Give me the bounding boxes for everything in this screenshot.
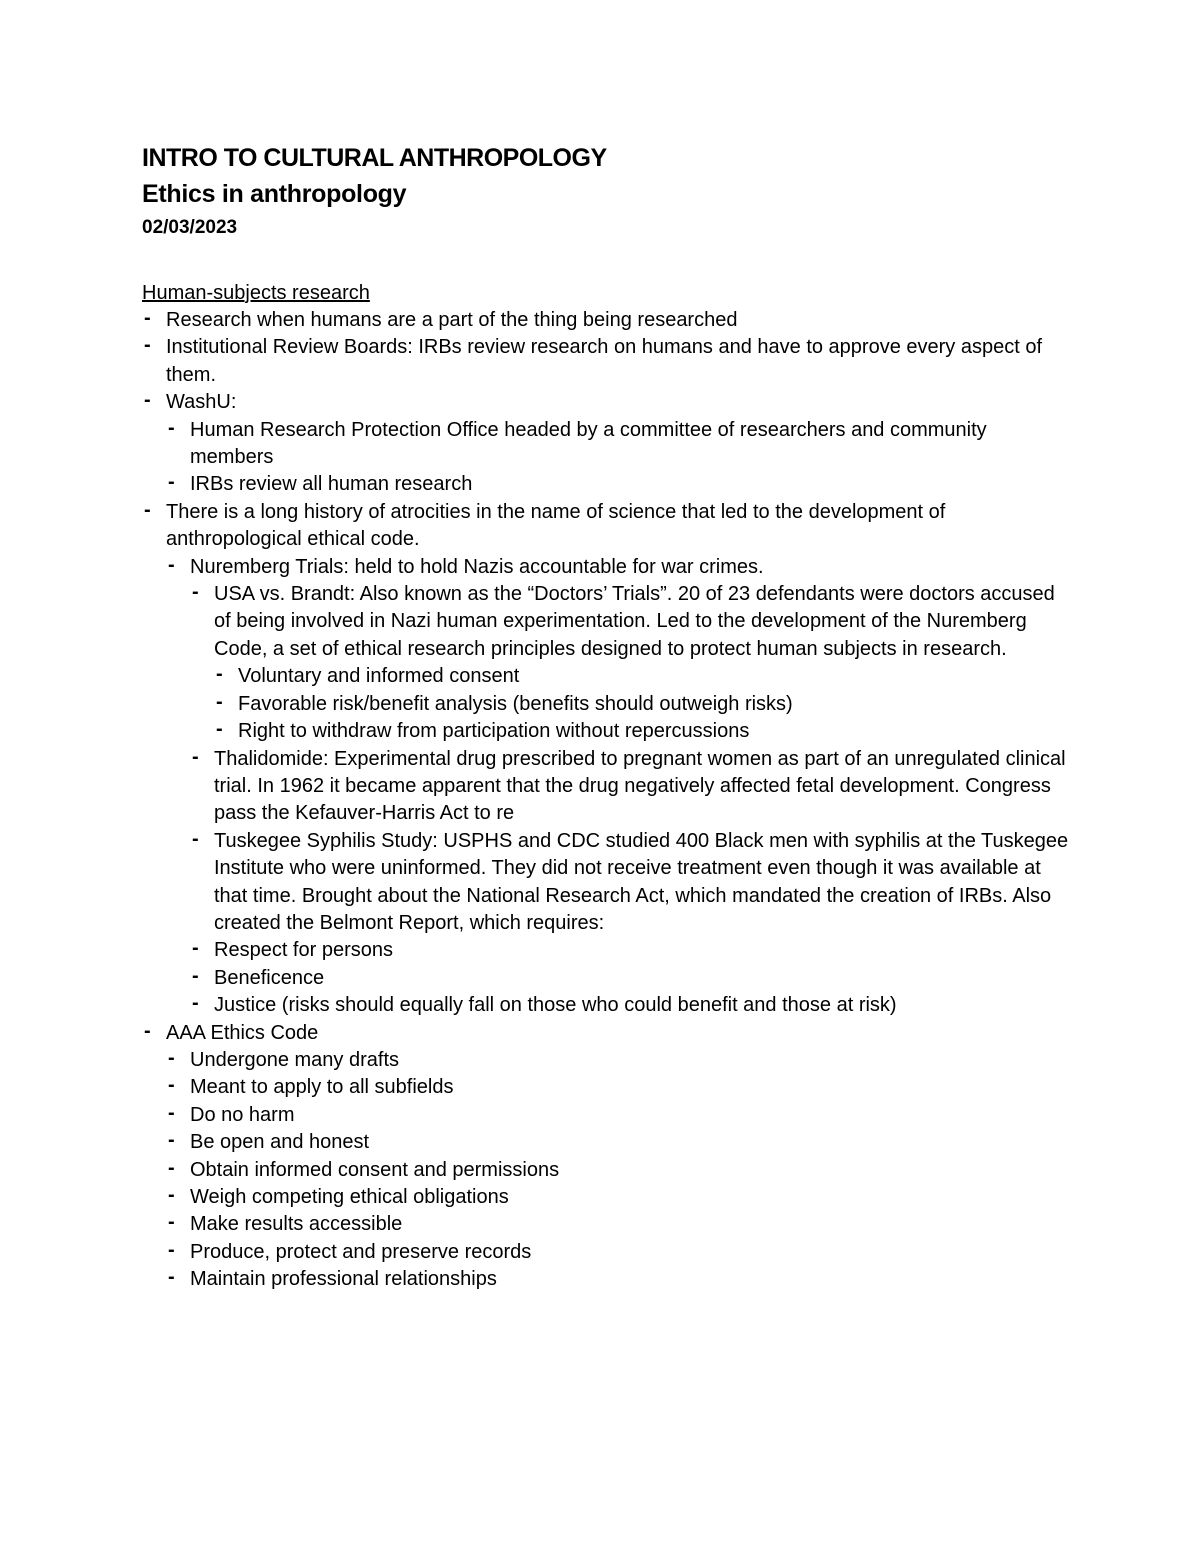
- list-item: - Weigh competing ethical obligations: [166, 1184, 1072, 1211]
- list-item: - Respect for persons: [190, 937, 1072, 964]
- list-item: - WashU:: [142, 389, 1072, 416]
- list-item: - Beneficence: [190, 965, 1072, 992]
- list-item: - Undergone many drafts: [166, 1047, 1072, 1074]
- list-item: - AAA Ethics Code: [142, 1020, 1072, 1047]
- list-item: - Human Research Protection Office headed by a committee of researchers and community members: [166, 417, 1072, 472]
- lecture-topic: Ethics in anthropology: [142, 180, 407, 208]
- list-item: - Tuskegee Syphilis Study: USPHS and CDC studied 400 Black men with syphilis at the Tuskegee Institute who were uninformed. They did not receive treatment even though it was available at that time. Brought about the National Research Act, which mandated the creation of IRBs. Also created the Belmont Report, which requires:: [190, 828, 1072, 938]
- document-page: [142, 140, 1072, 1294]
- list-item: - USA vs. Brandt: Also known as the “Doctors’ Trials”. 20 of 23 defendants were doctors accused of being involved in Nazi human experimentation. Led to the development of the Nuremberg Code, a set of ethical research principles designed to protect human subjects in research.: [190, 581, 1072, 663]
- list-item: - IRBs review all human research: [166, 471, 1072, 498]
- notes-outline: [142, 307, 1072, 1294]
- course-title: INTRO TO CULTURAL ANTHROPOLOGY: [142, 144, 607, 172]
- list-item: - There is a long history of atrocities in the name of science that led to the development of anthropological ethical code.: [142, 499, 1072, 554]
- list-item: - Make results accessible: [166, 1211, 1072, 1238]
- list-item: - Right to withdraw from participation without repercussions: [214, 718, 1072, 745]
- list-item: - Obtain informed consent and permissions: [166, 1157, 1072, 1184]
- list-item: - Institutional Review Boards: IRBs review research on humans and have to approve every aspect of them.: [142, 334, 1072, 389]
- list-item: - Voluntary and informed consent: [214, 663, 1072, 690]
- section-heading: Human-subjects research: [142, 282, 370, 304]
- list-item: - Justice (risks should equally fall on those who could benefit and those at risk): [190, 992, 1072, 1019]
- lecture-date: 02/03/2023: [142, 217, 238, 238]
- list-item: - Meant to apply to all subfields: [166, 1074, 1072, 1101]
- list-item: - Produce, protect and preserve records: [166, 1239, 1072, 1266]
- list-item: - Do no harm: [166, 1102, 1072, 1129]
- list-item: - Favorable risk/benefit analysis (benefits should outweigh risks): [214, 691, 1072, 718]
- list-item: - Nuremberg Trials: held to hold Nazis accountable for war crimes.: [166, 554, 1072, 581]
- list-item: - Maintain professional relationships: [166, 1266, 1072, 1293]
- list-item: - Research when humans are a part of the thing being researched: [142, 307, 1072, 334]
- list-item: - Thalidomide: Experimental drug prescribed to pregnant women as part of an unregulated clinical trial. In 1962 it became apparent that the drug negatively affected fetal development. Congress pass the Kefauver-Harris Act to re: [190, 746, 1072, 828]
- list-item: - Be open and honest: [166, 1129, 1072, 1156]
